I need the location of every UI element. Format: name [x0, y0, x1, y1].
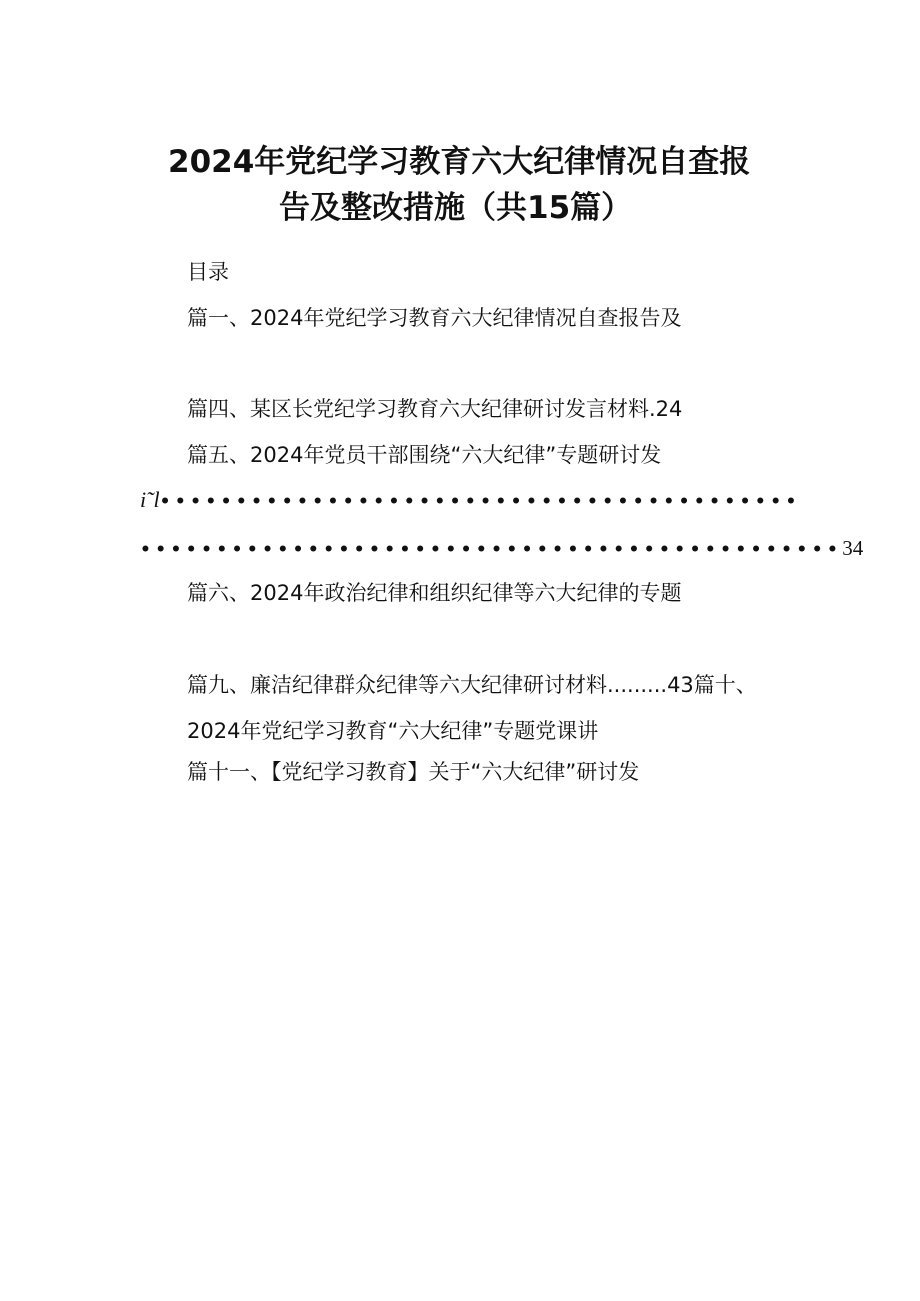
toc-heading: 目录 — [187, 260, 229, 284]
ocr-fragment-glyph: i˜l — [140, 487, 160, 512]
toc-entry-5-continuation — [140, 486, 801, 516]
page-number: 34 — [842, 536, 864, 560]
toc-entry-1: 篇一、2024年党纪学习教育六大纪律情况自查报告及 — [187, 306, 682, 330]
document-title-line-2: 告及整改措施（共15篇） — [279, 190, 633, 226]
toc-entry-5-page-line — [140, 534, 863, 564]
toc-entry-10: 2024年党纪学习教育“六大纪律”专题党课讲 — [187, 719, 599, 743]
toc-entry-9: 篇九、廉洁纪律群众纪律等六大纪律研讨材料.........43篇十、 — [187, 673, 757, 697]
leader-dots: •••••••••••••••••••••••••••••••••••••••••• — [159, 492, 801, 512]
toc-entry-6: 篇六、2024年政治纪律和组织纪律等六大纪律的专题 — [187, 581, 682, 605]
leader-dots: •••••••••••••••••••••••••••••••••••••••••••••• — [140, 540, 843, 560]
toc-entry-5: 篇五、2024年党员干部围绕“六大纪律”专题研讨发 — [187, 443, 662, 467]
toc-entry-4: 篇四、某区长党纪学习教育六大纪律研讨发言材料.24 — [187, 397, 683, 421]
document-title-line-1: 2024年党纪学习教育六大纪律情况自查报 — [168, 144, 751, 180]
toc-entry-11: 篇十一、【党纪学习教育】关于“六大纪律”研讨发 — [187, 760, 640, 784]
